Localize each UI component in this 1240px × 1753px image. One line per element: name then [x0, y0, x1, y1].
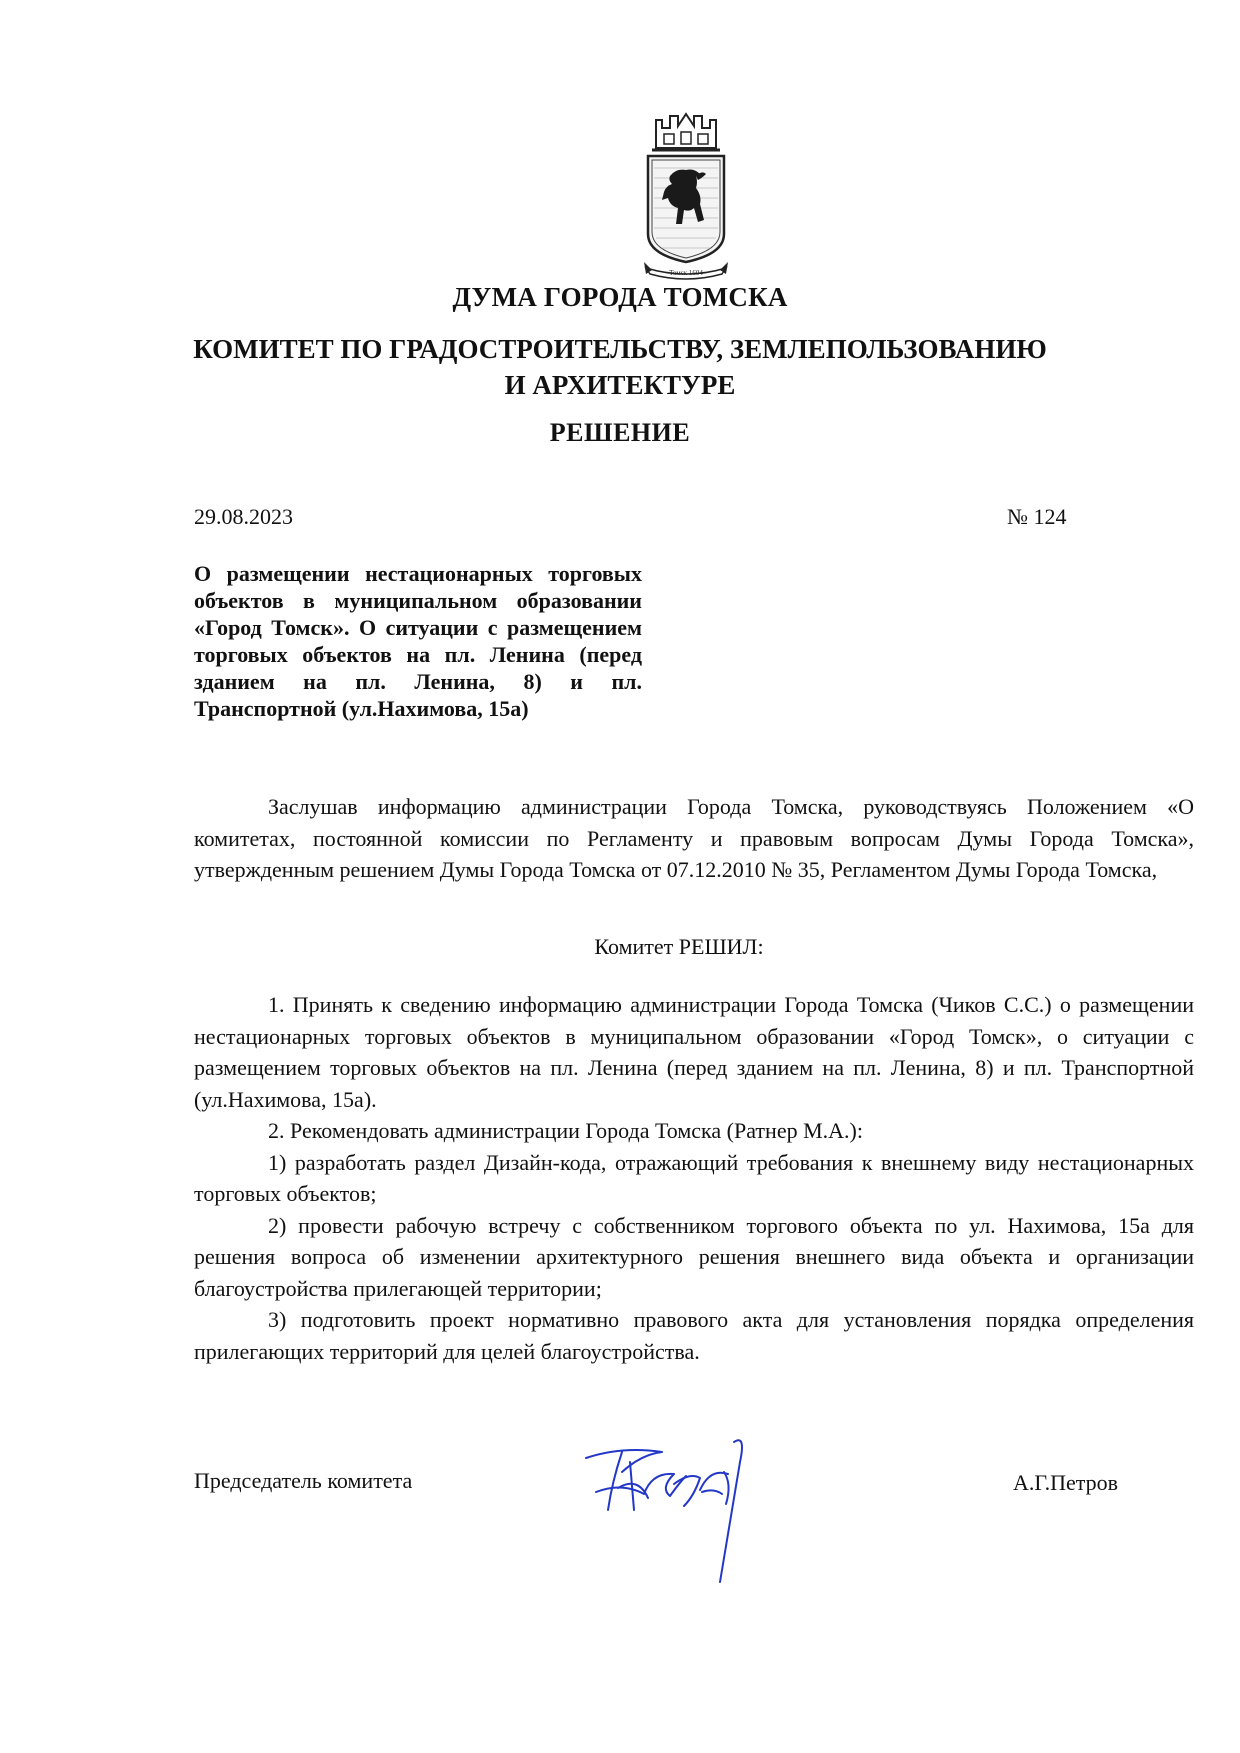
- committee-title-line-2: И АРХИТЕКТУРЕ: [504, 370, 736, 400]
- signatory-position: Председатель комитета: [194, 1468, 413, 1493]
- handwritten-signature-icon: [582, 1432, 772, 1602]
- city-coat-of-arms-icon: [640, 112, 732, 282]
- emblem-ribbon-text: Томск 1604: [669, 269, 703, 277]
- decision-item: 3) подготовить проект нормативно правового акта для установления порядка определения прилегающих территорий для целей благоустройства.: [194, 1307, 1194, 1364]
- decision-item: 1) разработать раздел Дизайн-кода, отражающий требования к внешнему виду нестационарных торговых объектов;: [194, 1149, 1194, 1206]
- decision-title: РЕШЕНИЕ: [549, 418, 691, 447]
- signatory-name: А.Г.Петров: [1013, 1470, 1119, 1495]
- decision-item: 2. Рекомендовать администрации Города Томска (Ратнер М.А.):: [268, 1118, 863, 1143]
- decision-item: 1. Принять к сведению информацию администрации Города Томска (Чиков С.С.) о размещении нестационарных торговых объектов в муниципальном образовании «Город Томск», о ситуации с размещением торговых объектов на пл. Ленина (перед зданием на пл. Ленина, 8) и пл. Транспортной (ул.Нахимова, 15а).: [194, 992, 1194, 1112]
- document-subject: О размещении нестационарных торговых объектов в муниципальном образовании «Город Томск». О ситуации с размещением торговых объектов на пл. Ленина (перед зданием на пл. Ленина, 8) и пл. Транспортной (ул.Нахимова, 15а): [194, 561, 642, 721]
- decision-items: [194, 989, 1194, 1367]
- intro-text: Заслушав информацию администрации Города Томска, руководствуясь Положением «О комитетах, постоянной комиссии по Регламенту и правовым вопросам Думы Города Томска», утвержденным решением Думы Города Томска от 07.12.2010 № 35, Регламентом Думы Города Томска,: [194, 794, 1194, 882]
- resolved-heading: Комитет РЕШИЛ:: [594, 934, 764, 959]
- duma-title: ДУМА ГОРОДА ТОМСКА: [452, 282, 788, 312]
- document-number: № 124: [1007, 504, 1067, 529]
- committee-title-line-1: КОМИТЕТ ПО ГРАДОСТРОИТЕЛЬСТВУ, ЗЕМЛЕПОЛЬЗОВАНИЮ: [193, 334, 1047, 364]
- intro-paragraph: [194, 791, 1194, 886]
- decision-item: 2) провести рабочую встречу с собственником торгового объекта по ул. Нахимова, 15а для решения вопроса об изменении архитектурного решения внешнего вида объекта и организации благоустройства прилегающей территории;: [194, 1212, 1194, 1301]
- committee-title: [0, 331, 1240, 403]
- document-date: 29.08.2023: [194, 504, 293, 529]
